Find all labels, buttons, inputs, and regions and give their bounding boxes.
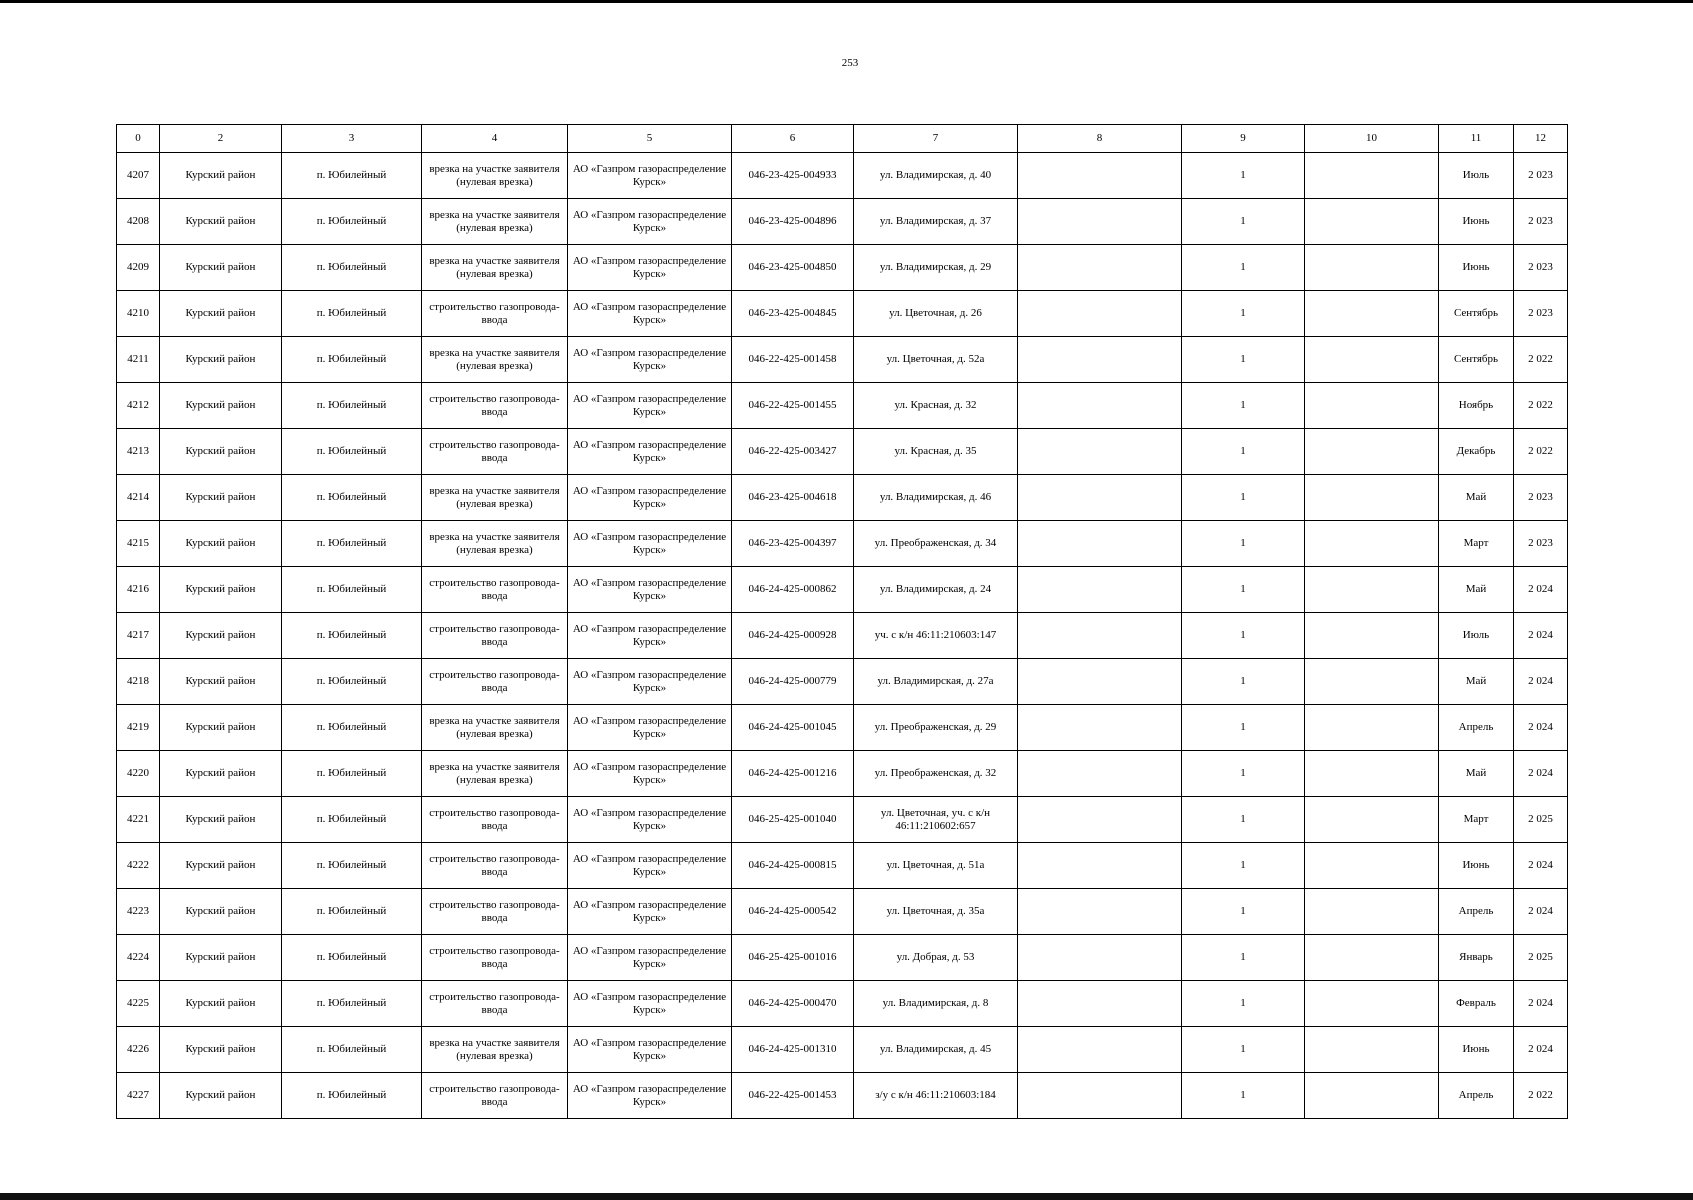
col-header-0: 0 xyxy=(117,125,160,153)
cell-col-8 xyxy=(1018,429,1182,475)
cell-col-8 xyxy=(1018,1073,1182,1119)
cell-quantity: 1 xyxy=(1182,567,1305,613)
cell-address: ул. Владимирская, д. 37 xyxy=(854,199,1018,245)
table-row xyxy=(117,1027,1568,1073)
cell-application-id: 046-24-425-000779 xyxy=(732,659,854,705)
cell-month: Май xyxy=(1439,659,1514,705)
cell-district: Курский район xyxy=(160,889,282,935)
cell-application-id: 046-24-425-000542 xyxy=(732,889,854,935)
cell-quantity: 1 xyxy=(1182,153,1305,199)
table-row xyxy=(117,199,1568,245)
cell-number: 4212 xyxy=(117,383,160,429)
cell-col-8 xyxy=(1018,199,1182,245)
cell-work-type: строительство газопровода-ввода xyxy=(422,567,568,613)
cell-number: 4215 xyxy=(117,521,160,567)
cell-year: 2 022 xyxy=(1514,429,1568,475)
table-row xyxy=(117,843,1568,889)
cell-year: 2 024 xyxy=(1514,705,1568,751)
scan-top-edge xyxy=(0,0,1693,3)
cell-district: Курский район xyxy=(160,797,282,843)
cell-col-8 xyxy=(1018,613,1182,659)
cell-work-type: строительство газопровода-ввода xyxy=(422,613,568,659)
cell-application-id: 046-23-425-004896 xyxy=(732,199,854,245)
cell-month: Апрель xyxy=(1439,889,1514,935)
cell-quantity: 1 xyxy=(1182,889,1305,935)
cell-organization: АО «Газпром газораспределение Курск» xyxy=(568,521,732,567)
cell-application-id: 046-24-425-001310 xyxy=(732,1027,854,1073)
cell-number: 4220 xyxy=(117,751,160,797)
cell-number: 4223 xyxy=(117,889,160,935)
cell-col-8 xyxy=(1018,521,1182,567)
cell-address: ул. Преображенская, д. 34 xyxy=(854,521,1018,567)
cell-quantity: 1 xyxy=(1182,1027,1305,1073)
cell-organization: АО «Газпром газораспределение Курск» xyxy=(568,475,732,521)
table-body xyxy=(117,153,1568,1119)
cell-settlement: п. Юбилейный xyxy=(282,981,422,1027)
cell-number: 4207 xyxy=(117,153,160,199)
cell-settlement: п. Юбилейный xyxy=(282,889,422,935)
cell-work-type: врезка на участке заявителя (нулевая врезка) xyxy=(422,245,568,291)
cell-settlement: п. Юбилейный xyxy=(282,475,422,521)
cell-work-type: врезка на участке заявителя (нулевая врезка) xyxy=(422,475,568,521)
cell-number: 4227 xyxy=(117,1073,160,1119)
cell-month: Март xyxy=(1439,797,1514,843)
cell-year: 2 023 xyxy=(1514,475,1568,521)
scan-bottom-edge xyxy=(0,1193,1693,1200)
page-number: 253 xyxy=(841,57,859,69)
cell-settlement: п. Юбилейный xyxy=(282,935,422,981)
cell-district: Курский район xyxy=(160,1027,282,1073)
cell-col-10 xyxy=(1305,475,1439,521)
cell-address: ул. Цветочная, уч. с к/н 46:11:210602:657 xyxy=(854,797,1018,843)
cell-settlement: п. Юбилейный xyxy=(282,337,422,383)
cell-work-type: врезка на участке заявителя (нулевая врезка) xyxy=(422,199,568,245)
table-row xyxy=(117,1073,1568,1119)
cell-col-8 xyxy=(1018,797,1182,843)
cell-application-id: 046-22-425-001453 xyxy=(732,1073,854,1119)
cell-application-id: 046-22-425-001455 xyxy=(732,383,854,429)
cell-organization: АО «Газпром газораспределение Курск» xyxy=(568,567,732,613)
cell-col-10 xyxy=(1305,153,1439,199)
col-header-12: 12 xyxy=(1514,125,1568,153)
cell-settlement: п. Юбилейный xyxy=(282,659,422,705)
cell-month: Июнь xyxy=(1439,843,1514,889)
cell-application-id: 046-25-425-001040 xyxy=(732,797,854,843)
cell-organization: АО «Газпром газораспределение Курск» xyxy=(568,291,732,337)
cell-quantity: 1 xyxy=(1182,337,1305,383)
cell-quantity: 1 xyxy=(1182,429,1305,475)
cell-number: 4222 xyxy=(117,843,160,889)
cell-number: 4209 xyxy=(117,245,160,291)
cell-district: Курский район xyxy=(160,705,282,751)
cell-district: Курский район xyxy=(160,659,282,705)
cell-address: ул. Владимирская, д. 8 xyxy=(854,981,1018,1027)
cell-work-type: врезка на участке заявителя (нулевая врезка) xyxy=(422,751,568,797)
table-row xyxy=(117,705,1568,751)
cell-quantity: 1 xyxy=(1182,659,1305,705)
cell-work-type: строительство газопровода-ввода xyxy=(422,889,568,935)
cell-organization: АО «Газпром газораспределение Курск» xyxy=(568,751,732,797)
cell-organization: АО «Газпром газораспределение Курск» xyxy=(568,981,732,1027)
cell-work-type: строительство газопровода-ввода xyxy=(422,291,568,337)
cell-col-8 xyxy=(1018,245,1182,291)
cell-col-8 xyxy=(1018,291,1182,337)
cell-year: 2 024 xyxy=(1514,981,1568,1027)
cell-district: Курский район xyxy=(160,153,282,199)
table-row xyxy=(117,613,1568,659)
header-row xyxy=(117,125,1568,153)
cell-year: 2 024 xyxy=(1514,567,1568,613)
col-header-10: 10 xyxy=(1305,125,1439,153)
cell-organization: АО «Газпром газораспределение Курск» xyxy=(568,337,732,383)
cell-col-10 xyxy=(1305,1073,1439,1119)
cell-organization: АО «Газпром газораспределение Курск» xyxy=(568,383,732,429)
cell-number: 4224 xyxy=(117,935,160,981)
cell-month: Февраль xyxy=(1439,981,1514,1027)
cell-number: 4219 xyxy=(117,705,160,751)
cell-address: ул. Цветочная, д. 26 xyxy=(854,291,1018,337)
table-row xyxy=(117,429,1568,475)
cell-col-10 xyxy=(1305,1027,1439,1073)
cell-work-type: врезка на участке заявителя (нулевая врезка) xyxy=(422,705,568,751)
cell-col-8 xyxy=(1018,751,1182,797)
cell-col-8 xyxy=(1018,475,1182,521)
cell-col-10 xyxy=(1305,383,1439,429)
cell-number: 4210 xyxy=(117,291,160,337)
cell-col-10 xyxy=(1305,429,1439,475)
cell-quantity: 1 xyxy=(1182,291,1305,337)
cell-quantity: 1 xyxy=(1182,199,1305,245)
cell-year: 2 023 xyxy=(1514,291,1568,337)
cell-settlement: п. Юбилейный xyxy=(282,429,422,475)
cell-district: Курский район xyxy=(160,843,282,889)
cell-organization: АО «Газпром газораспределение Курск» xyxy=(568,889,732,935)
cell-settlement: п. Юбилейный xyxy=(282,291,422,337)
cell-work-type: врезка на участке заявителя (нулевая врезка) xyxy=(422,1027,568,1073)
cell-year: 2 024 xyxy=(1514,1027,1568,1073)
cell-year: 2 025 xyxy=(1514,797,1568,843)
cell-settlement: п. Юбилейный xyxy=(282,843,422,889)
cell-quantity: 1 xyxy=(1182,843,1305,889)
cell-year: 2 023 xyxy=(1514,199,1568,245)
register-table xyxy=(116,124,1568,1119)
cell-settlement: п. Юбилейный xyxy=(282,383,422,429)
table-header xyxy=(117,125,1568,153)
cell-quantity: 1 xyxy=(1182,705,1305,751)
cell-address: ул. Преображенская, д. 29 xyxy=(854,705,1018,751)
cell-col-10 xyxy=(1305,751,1439,797)
cell-col-10 xyxy=(1305,199,1439,245)
cell-settlement: п. Юбилейный xyxy=(282,751,422,797)
cell-address: ул. Владимирская, д. 46 xyxy=(854,475,1018,521)
table-row xyxy=(117,521,1568,567)
cell-address: ул. Владимирская, д. 45 xyxy=(854,1027,1018,1073)
cell-col-10 xyxy=(1305,567,1439,613)
cell-address: ул. Цветочная, д. 35а xyxy=(854,889,1018,935)
cell-month: Апрель xyxy=(1439,1073,1514,1119)
cell-work-type: строительство газопровода-ввода xyxy=(422,1073,568,1119)
cell-col-8 xyxy=(1018,659,1182,705)
col-header-6: 6 xyxy=(732,125,854,153)
table-row xyxy=(117,567,1568,613)
cell-address: з/у с к/н 46:11:210603:184 xyxy=(854,1073,1018,1119)
cell-application-id: 046-24-425-000862 xyxy=(732,567,854,613)
cell-district: Курский район xyxy=(160,981,282,1027)
cell-address: ул. Преображенская, д. 32 xyxy=(854,751,1018,797)
cell-work-type: врезка на участке заявителя (нулевая врезка) xyxy=(422,337,568,383)
cell-work-type: строительство газопровода-ввода xyxy=(422,843,568,889)
cell-col-8 xyxy=(1018,567,1182,613)
cell-month: Июнь xyxy=(1439,199,1514,245)
cell-application-id: 046-25-425-001016 xyxy=(732,935,854,981)
cell-work-type: строительство газопровода-ввода xyxy=(422,981,568,1027)
cell-quantity: 1 xyxy=(1182,1073,1305,1119)
cell-number: 4214 xyxy=(117,475,160,521)
cell-organization: АО «Газпром газораспределение Курск» xyxy=(568,705,732,751)
table-row xyxy=(117,751,1568,797)
table-row xyxy=(117,245,1568,291)
cell-month: Июль xyxy=(1439,153,1514,199)
col-header-3: 3 xyxy=(282,125,422,153)
table-row xyxy=(117,291,1568,337)
cell-district: Курский район xyxy=(160,245,282,291)
table-row xyxy=(117,981,1568,1027)
col-header-9: 9 xyxy=(1182,125,1305,153)
cell-settlement: п. Юбилейный xyxy=(282,797,422,843)
cell-year: 2 024 xyxy=(1514,751,1568,797)
cell-year: 2 024 xyxy=(1514,613,1568,659)
col-header-8: 8 xyxy=(1018,125,1182,153)
col-header-7: 7 xyxy=(854,125,1018,153)
cell-col-10 xyxy=(1305,521,1439,567)
cell-work-type: строительство газопровода-ввода xyxy=(422,935,568,981)
cell-district: Курский район xyxy=(160,429,282,475)
cell-col-8 xyxy=(1018,889,1182,935)
cell-settlement: п. Юбилейный xyxy=(282,153,422,199)
cell-district: Курский район xyxy=(160,613,282,659)
col-header-2: 2 xyxy=(160,125,282,153)
cell-quantity: 1 xyxy=(1182,797,1305,843)
cell-col-10 xyxy=(1305,889,1439,935)
cell-address: ул. Владимирская, д. 27а xyxy=(854,659,1018,705)
cell-application-id: 046-22-425-001458 xyxy=(732,337,854,383)
table-row xyxy=(117,889,1568,935)
cell-organization: АО «Газпром газораспределение Курск» xyxy=(568,429,732,475)
cell-organization: АО «Газпром газораспределение Курск» xyxy=(568,245,732,291)
cell-col-10 xyxy=(1305,659,1439,705)
cell-month: Май xyxy=(1439,751,1514,797)
cell-district: Курский район xyxy=(160,291,282,337)
cell-year: 2 024 xyxy=(1514,843,1568,889)
cell-col-8 xyxy=(1018,843,1182,889)
cell-col-8 xyxy=(1018,705,1182,751)
cell-month: Апрель xyxy=(1439,705,1514,751)
cell-application-id: 046-22-425-003427 xyxy=(732,429,854,475)
cell-work-type: строительство газопровода-ввода xyxy=(422,797,568,843)
cell-year: 2 023 xyxy=(1514,521,1568,567)
cell-year: 2 023 xyxy=(1514,153,1568,199)
cell-address: ул. Красная, д. 32 xyxy=(854,383,1018,429)
cell-col-10 xyxy=(1305,843,1439,889)
cell-district: Курский район xyxy=(160,751,282,797)
cell-month: Сентябрь xyxy=(1439,337,1514,383)
cell-month: Май xyxy=(1439,475,1514,521)
cell-settlement: п. Юбилейный xyxy=(282,245,422,291)
cell-month: Март xyxy=(1439,521,1514,567)
cell-application-id: 046-23-425-004933 xyxy=(732,153,854,199)
cell-application-id: 046-24-425-000928 xyxy=(732,613,854,659)
cell-district: Курский район xyxy=(160,567,282,613)
cell-application-id: 046-24-425-001045 xyxy=(732,705,854,751)
cell-address: ул. Добрая, д. 53 xyxy=(854,935,1018,981)
cell-address: ул. Владимирская, д. 29 xyxy=(854,245,1018,291)
cell-number: 4221 xyxy=(117,797,160,843)
cell-number: 4225 xyxy=(117,981,160,1027)
cell-month: Май xyxy=(1439,567,1514,613)
cell-settlement: п. Юбилейный xyxy=(282,613,422,659)
cell-application-id: 046-23-425-004397 xyxy=(732,521,854,567)
cell-number: 4226 xyxy=(117,1027,160,1073)
cell-quantity: 1 xyxy=(1182,383,1305,429)
cell-settlement: п. Юбилейный xyxy=(282,705,422,751)
cell-month: Январь xyxy=(1439,935,1514,981)
cell-district: Курский район xyxy=(160,521,282,567)
cell-col-8 xyxy=(1018,383,1182,429)
cell-work-type: врезка на участке заявителя (нулевая врезка) xyxy=(422,521,568,567)
cell-settlement: п. Юбилейный xyxy=(282,1027,422,1073)
cell-organization: АО «Газпром газораспределение Курск» xyxy=(568,199,732,245)
cell-quantity: 1 xyxy=(1182,613,1305,659)
cell-application-id: 046-24-425-001216 xyxy=(732,751,854,797)
cell-settlement: п. Юбилейный xyxy=(282,1073,422,1119)
cell-col-10 xyxy=(1305,245,1439,291)
cell-col-10 xyxy=(1305,935,1439,981)
cell-col-10 xyxy=(1305,981,1439,1027)
cell-quantity: 1 xyxy=(1182,981,1305,1027)
table-row xyxy=(117,935,1568,981)
cell-month: Июль xyxy=(1439,613,1514,659)
cell-number: 4208 xyxy=(117,199,160,245)
col-header-11: 11 xyxy=(1439,125,1514,153)
cell-number: 4211 xyxy=(117,337,160,383)
cell-application-id: 046-23-425-004850 xyxy=(732,245,854,291)
cell-organization: АО «Газпром газораспределение Курск» xyxy=(568,797,732,843)
cell-col-8 xyxy=(1018,935,1182,981)
cell-col-8 xyxy=(1018,153,1182,199)
cell-year: 2 022 xyxy=(1514,337,1568,383)
cell-col-10 xyxy=(1305,337,1439,383)
cell-application-id: 046-24-425-000815 xyxy=(732,843,854,889)
cell-month: Июнь xyxy=(1439,245,1514,291)
cell-number: 4216 xyxy=(117,567,160,613)
cell-quantity: 1 xyxy=(1182,521,1305,567)
cell-address: ул. Владимирская, д. 40 xyxy=(854,153,1018,199)
cell-organization: АО «Газпром газораспределение Курск» xyxy=(568,843,732,889)
cell-year: 2 024 xyxy=(1514,659,1568,705)
cell-organization: АО «Газпром газораспределение Курск» xyxy=(568,1027,732,1073)
cell-col-8 xyxy=(1018,337,1182,383)
cell-organization: АО «Газпром газораспределение Курск» xyxy=(568,659,732,705)
cell-address: ул. Красная, д. 35 xyxy=(854,429,1018,475)
cell-district: Курский район xyxy=(160,383,282,429)
cell-quantity: 1 xyxy=(1182,245,1305,291)
cell-month: Декабрь xyxy=(1439,429,1514,475)
cell-address: ул. Цветочная, д. 51а xyxy=(854,843,1018,889)
cell-month: Июнь xyxy=(1439,1027,1514,1073)
cell-organization: АО «Газпром газораспределение Курск» xyxy=(568,613,732,659)
cell-number: 4217 xyxy=(117,613,160,659)
cell-organization: АО «Газпром газораспределение Курск» xyxy=(568,935,732,981)
cell-organization: АО «Газпром газораспределение Курск» xyxy=(568,1073,732,1119)
cell-settlement: п. Юбилейный xyxy=(282,199,422,245)
table-row xyxy=(117,475,1568,521)
cell-address: уч. с к/н 46:11:210603:147 xyxy=(854,613,1018,659)
cell-col-10 xyxy=(1305,291,1439,337)
cell-col-8 xyxy=(1018,981,1182,1027)
cell-work-type: врезка на участке заявителя (нулевая врезка) xyxy=(422,153,568,199)
cell-col-10 xyxy=(1305,705,1439,751)
table-row xyxy=(117,659,1568,705)
cell-year: 2 024 xyxy=(1514,889,1568,935)
cell-address: ул. Цветочная, д. 52а xyxy=(854,337,1018,383)
cell-district: Курский район xyxy=(160,337,282,383)
cell-number: 4218 xyxy=(117,659,160,705)
cell-col-10 xyxy=(1305,613,1439,659)
cell-work-type: строительство газопровода-ввода xyxy=(422,383,568,429)
cell-year: 2 023 xyxy=(1514,245,1568,291)
cell-settlement: п. Юбилейный xyxy=(282,521,422,567)
cell-year: 2 025 xyxy=(1514,935,1568,981)
table-row xyxy=(117,383,1568,429)
cell-quantity: 1 xyxy=(1182,935,1305,981)
cell-month: Сентябрь xyxy=(1439,291,1514,337)
cell-year: 2 022 xyxy=(1514,383,1568,429)
cell-quantity: 1 xyxy=(1182,475,1305,521)
cell-address: ул. Владимирская, д. 24 xyxy=(854,567,1018,613)
cell-district: Курский район xyxy=(160,1073,282,1119)
cell-month: Ноябрь xyxy=(1439,383,1514,429)
col-header-4: 4 xyxy=(422,125,568,153)
cell-settlement: п. Юбилейный xyxy=(282,567,422,613)
cell-work-type: строительство газопровода-ввода xyxy=(422,659,568,705)
table-row xyxy=(117,797,1568,843)
cell-application-id: 046-23-425-004618 xyxy=(732,475,854,521)
cell-organization: АО «Газпром газораспределение Курск» xyxy=(568,153,732,199)
cell-application-id: 046-24-425-000470 xyxy=(732,981,854,1027)
col-header-5: 5 xyxy=(568,125,732,153)
cell-district: Курский район xyxy=(160,475,282,521)
cell-work-type: строительство газопровода-ввода xyxy=(422,429,568,475)
table-row xyxy=(117,337,1568,383)
cell-col-10 xyxy=(1305,797,1439,843)
cell-application-id: 046-23-425-004845 xyxy=(732,291,854,337)
cell-number: 4213 xyxy=(117,429,160,475)
cell-district: Курский район xyxy=(160,935,282,981)
cell-col-8 xyxy=(1018,1027,1182,1073)
table-row xyxy=(117,153,1568,199)
cell-year: 2 022 xyxy=(1514,1073,1568,1119)
cell-district: Курский район xyxy=(160,199,282,245)
cell-quantity: 1 xyxy=(1182,751,1305,797)
